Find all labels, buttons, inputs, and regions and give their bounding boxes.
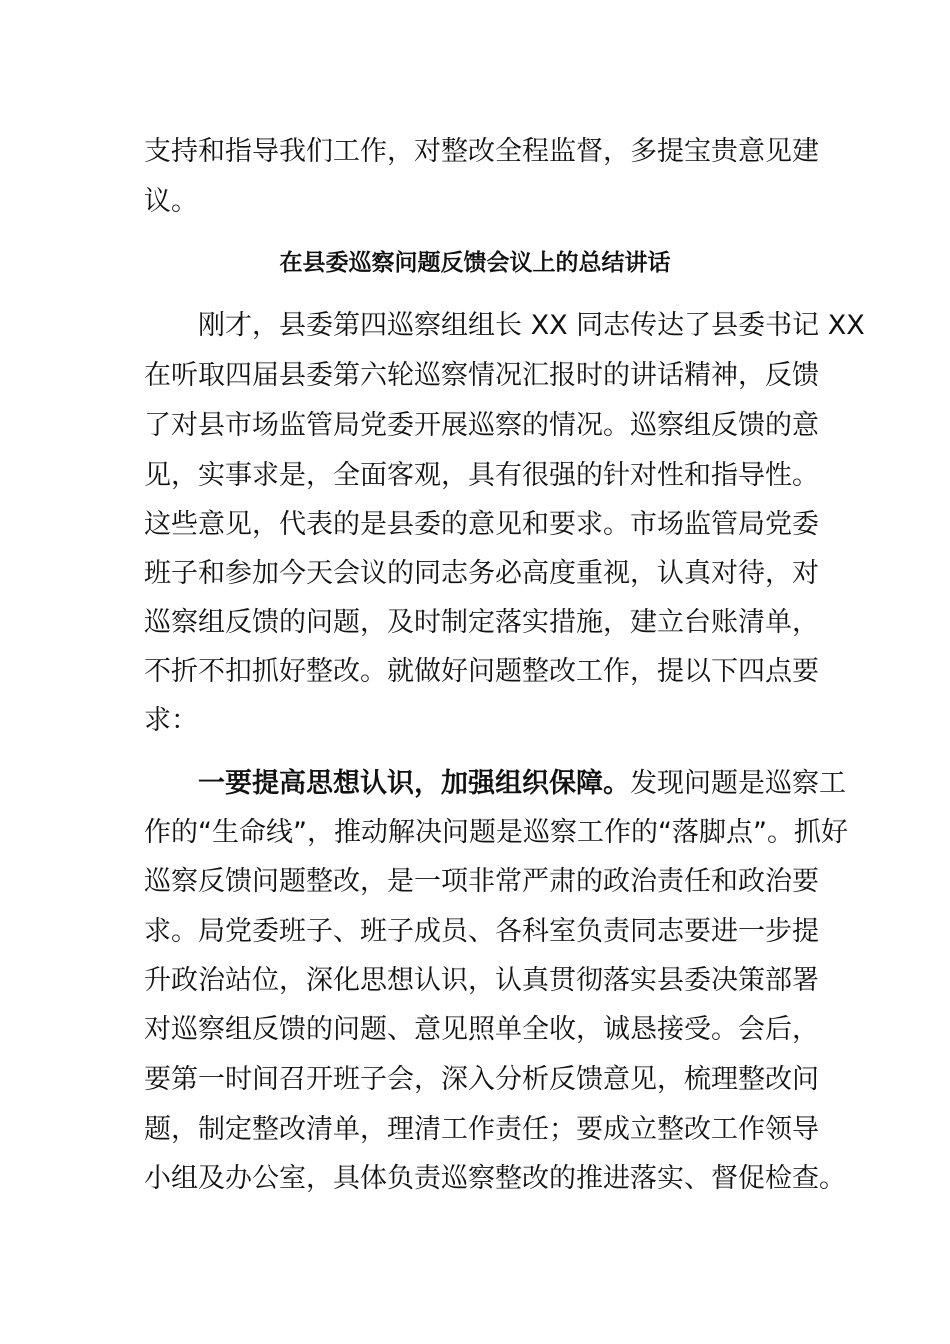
paragraph1-line-1: 刚才，县委第四巡察组组长 XX 同志传达了县委书记 XX [144, 310, 865, 341]
paragraph1-line-6: 班子和参加今天会议的同志务必高度重视，认真对待，对 [144, 558, 819, 589]
document-title: 在县委巡察问题反馈会议上的总结讲话 [279, 250, 671, 276]
paragraph2-line-8: 题，制定整改清单，理清工作责任；要成立整改工作领导 [144, 1114, 819, 1145]
paragraph1-line-9: 求： [144, 705, 198, 736]
paragraph1-line-3: 了对县市场监管局党委开展巡察的情况。巡察组反馈的意 [144, 410, 819, 441]
paragraph2-line-4: 求。局党委班子、班子成员、各科室负责同志要进一步提 [144, 916, 819, 947]
paragraph2-line-7: 要第一时间召开班子会，深入分析反馈意见，梳理整改问 [144, 1064, 819, 1095]
paragraph1-line-4: 见，实事求是，全面客观，具有很强的针对性和指导性。 [144, 460, 819, 491]
paragraph2-line-1 [144, 766, 846, 802]
paragraph2-first-rest: 发现问题是巡察工 [630, 768, 846, 799]
paragraph2-line-5: 升政治站位，深化思想认识，认真贯彻落实县委决策部署 [144, 965, 819, 996]
continuation-line-2: 议。 [144, 186, 198, 217]
paragraph2-heading: 一要提高思想认识，加强组织保障。 [144, 768, 630, 799]
continuation-line-1: 支持和指导我们工作，对整改全程监督，多提宝贵意见建 [144, 136, 819, 167]
paragraph2-line-9: 小组及办公室，具体负责巡察整改的推进落实、督促检查。 [144, 1163, 846, 1194]
paragraph1-line-2: 在听取四届县委第六轮巡察情况汇报时的讲话精神，反馈 [144, 360, 819, 391]
paragraph1-line-5: 这些意见，代表的是县委的意见和要求。市场监管局党委 [144, 509, 819, 540]
paragraph2-line-3: 巡察反馈问题整改，是一项非常严肃的政治责任和政治要 [144, 866, 819, 897]
paragraph1-line-8: 不折不扣抓好整改。就做好问题整改工作，提以下四点要 [144, 656, 819, 687]
paragraph2-line-2: 作的“生命线”，推动解决问题是巡察工作的“落脚点”。抓好 [144, 817, 848, 848]
paragraph1-line-7: 巡察组反馈的问题，及时制定落实措施，建立台账清单， [144, 607, 819, 638]
paragraph2-line-6: 对巡察组反馈的问题、意见照单全收，诚恳接受。会后， [144, 1014, 819, 1045]
